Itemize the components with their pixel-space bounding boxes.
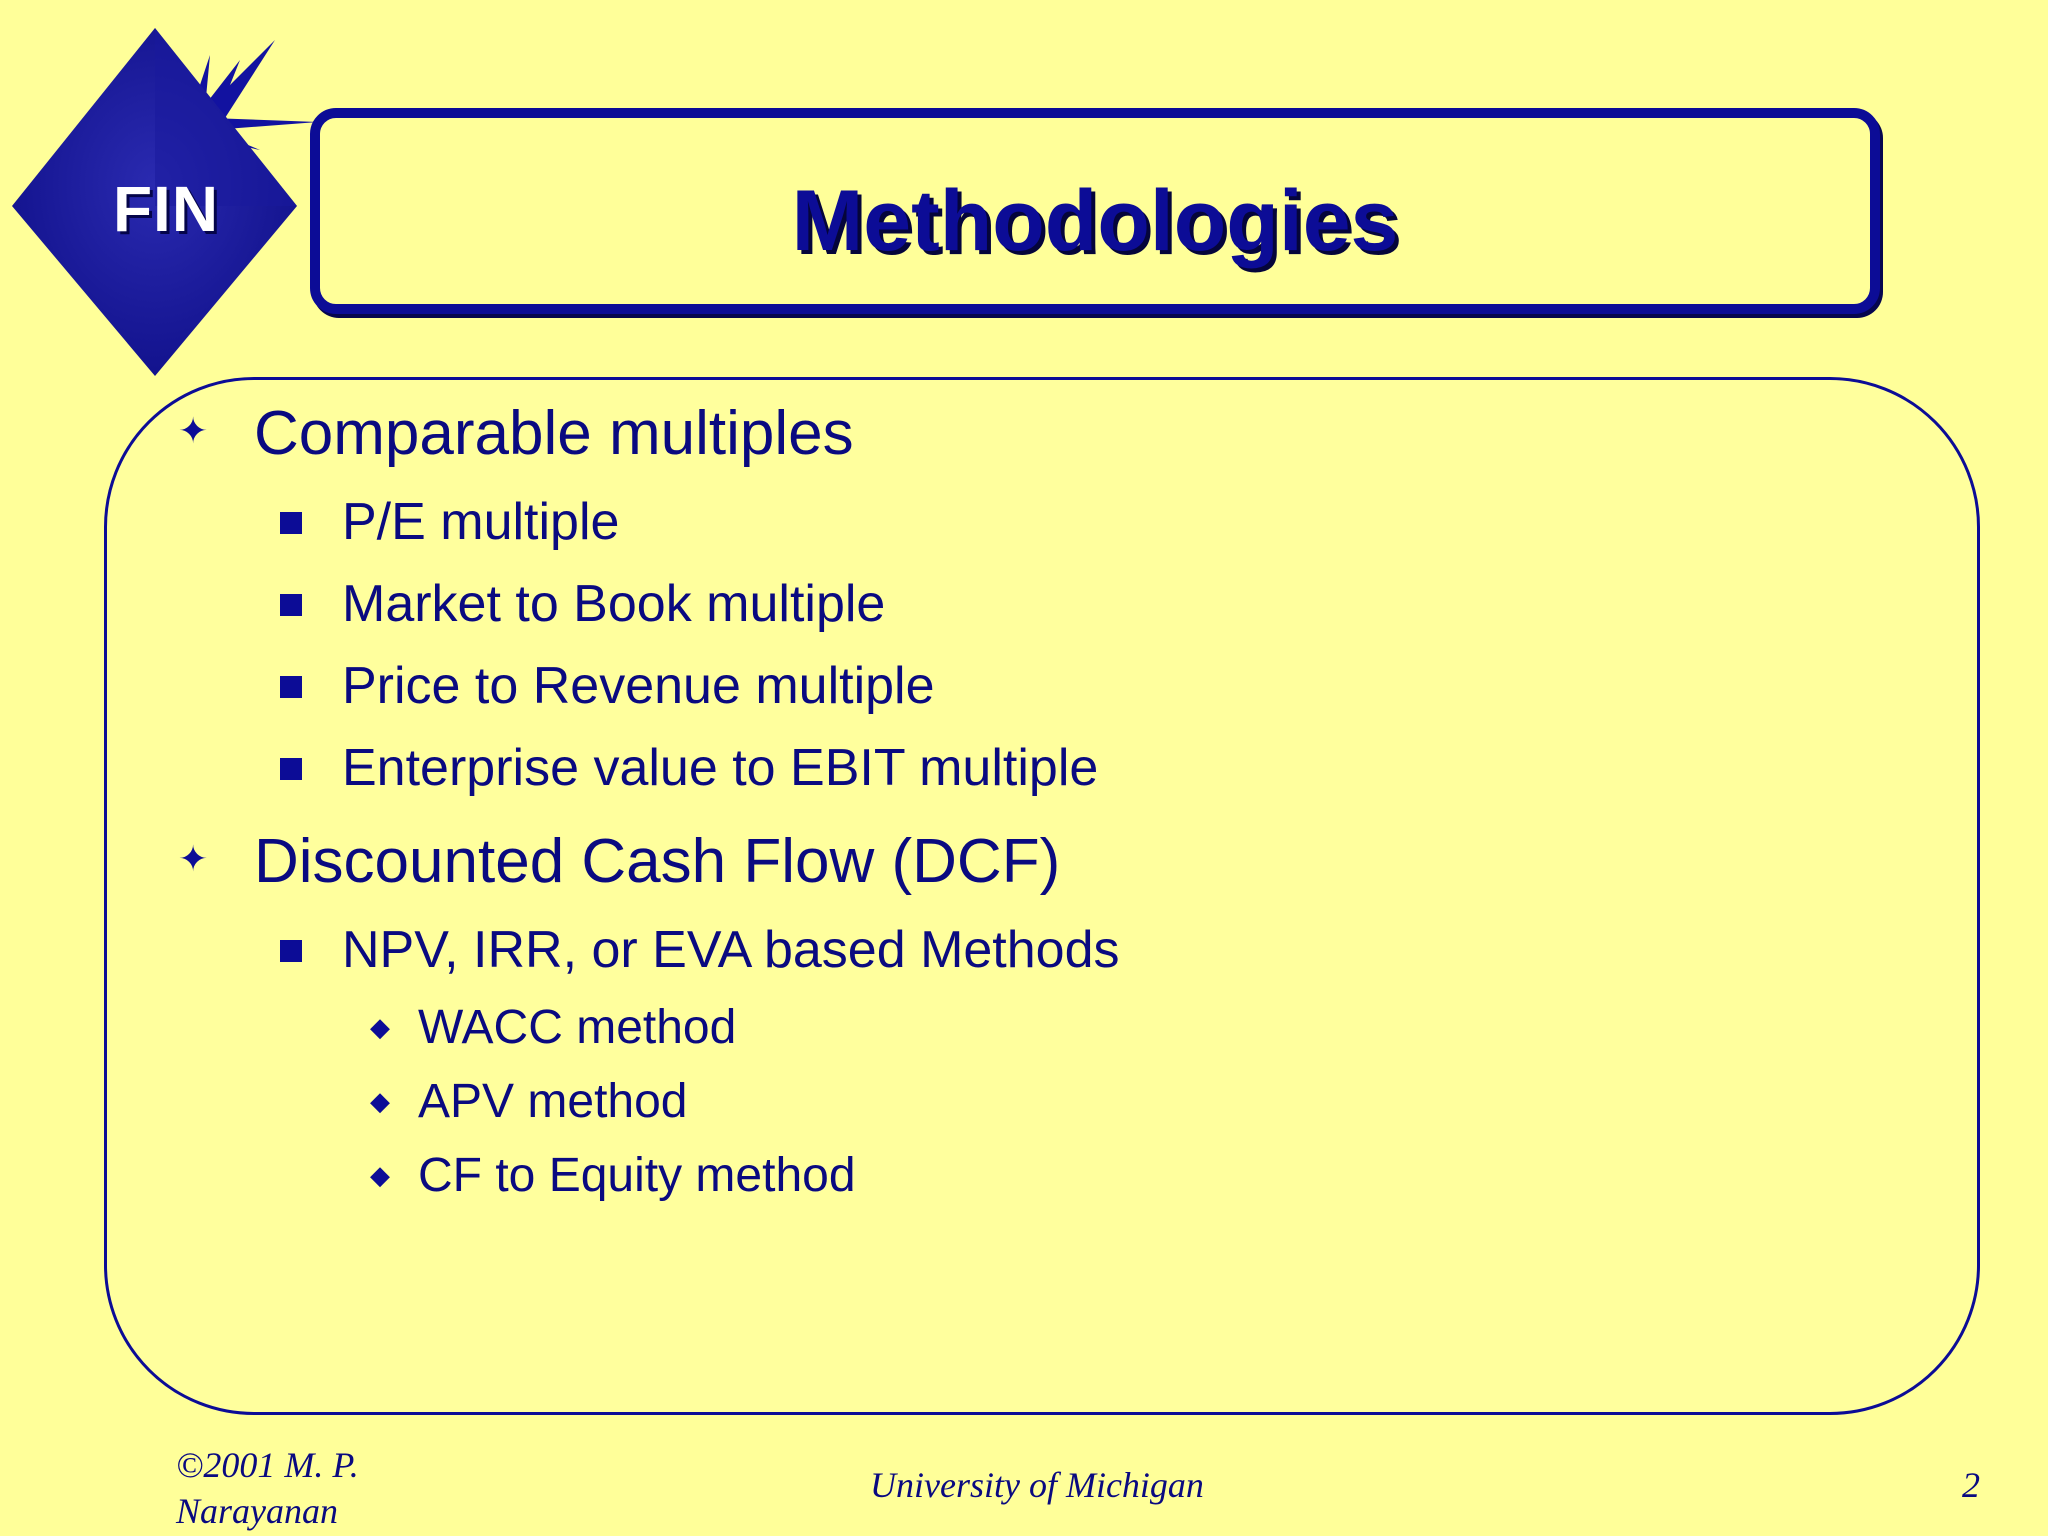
four-point-star-icon: ✦ [178,410,209,451]
diamond-bullet-icon: ◆ [370,1012,390,1042]
bullet-text: Market to Book multiple [342,575,886,633]
bullet-text: Enterprise value to EBIT multiple [342,739,1099,797]
four-point-star-icon: ✦ [178,838,209,879]
diamond-bullet-icon: ◆ [370,1086,390,1116]
slide-title: Methodologies [791,172,1399,269]
bullet-text: Price to Revenue multiple [342,657,935,715]
fin-logo [0,0,320,390]
square-bullet-icon [280,940,302,962]
footer-institution: University of Michigan [870,1465,1204,1505]
logo-text: FIN [112,173,220,245]
page-number: 2 [1962,1465,1980,1505]
bullet-text: Comparable multiples [254,399,854,468]
footer-copyright: ©2001 M. P. Narayanan [176,1445,359,1531]
bullet-text: APV method [418,1075,688,1128]
square-bullet-icon [280,676,302,698]
square-bullet-icon [280,758,302,780]
square-bullet-icon [280,594,302,616]
bullet-text: Discounted Cash Flow (DCF) [254,827,1061,896]
bullet-text: P/E multiple [342,493,620,551]
bullet-text: NPV, IRR, or EVA based Methods [342,921,1120,979]
bullet-text: CF to Equity method [418,1149,856,1202]
diamond-bullet-icon: ◆ [370,1160,390,1190]
title-box [310,108,1880,314]
bullet-text: WACC method [418,1001,737,1054]
square-bullet-icon [280,512,302,534]
